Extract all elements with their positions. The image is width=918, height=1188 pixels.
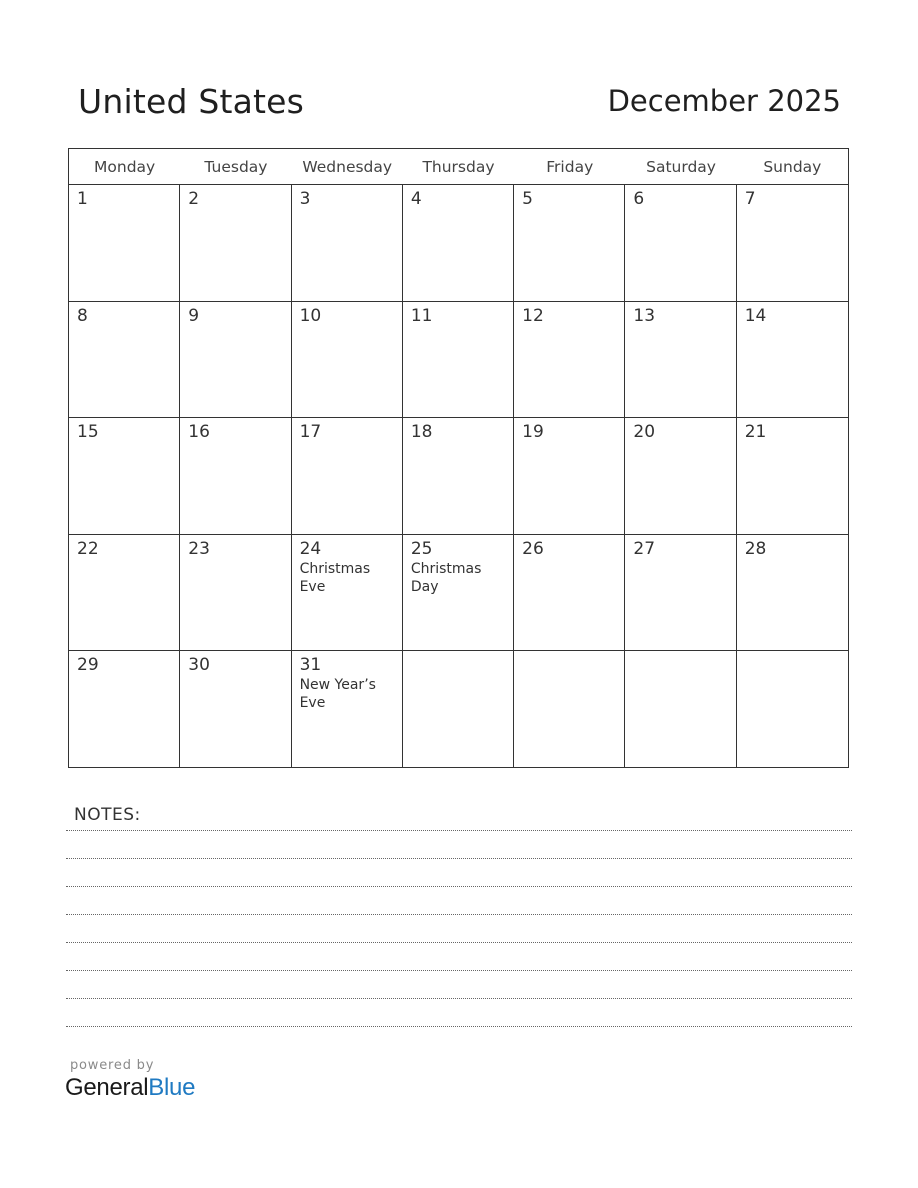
day-cell	[514, 651, 625, 768]
weekday-header-tuesday: Tuesday	[204, 158, 268, 176]
day-number: 13	[633, 305, 656, 326]
day-cell	[514, 418, 625, 535]
day-cell	[403, 185, 514, 302]
day-cell	[69, 651, 180, 768]
day-number: 30	[188, 655, 210, 676]
day-number: 14	[744, 305, 767, 326]
day-cell	[737, 535, 848, 652]
day-grid	[69, 185, 848, 768]
day-cell	[180, 651, 291, 768]
day-number: 1	[77, 189, 88, 209]
brand-logo-blue: Blue	[148, 1074, 196, 1101]
day-cell	[292, 651, 403, 768]
day-number: 8	[77, 305, 88, 326]
notes-label: NOTES:	[74, 805, 141, 825]
page-title-month: December 2025	[607, 84, 841, 118]
day-cell	[69, 302, 180, 419]
day-cell	[514, 535, 625, 652]
notes-line	[66, 886, 852, 887]
day-number: 10	[299, 305, 322, 326]
weekday-header-thursday: Thursday	[422, 158, 495, 176]
brand-logo-general: General	[65, 1074, 149, 1101]
day-cell	[69, 418, 180, 535]
weekday-header-wednesday: Wednesday	[302, 158, 393, 176]
weekday-header-friday: Friday	[546, 158, 594, 176]
day-number: 26	[522, 538, 544, 559]
day-number: 5	[522, 189, 533, 209]
day-cell	[625, 535, 736, 652]
day-cell	[292, 302, 403, 419]
day-cell	[625, 185, 736, 302]
notes-line	[66, 970, 852, 971]
day-cell	[403, 418, 514, 535]
day-cell	[180, 302, 291, 419]
day-number: 16	[188, 422, 210, 443]
day-cell	[514, 185, 625, 302]
day-number: 15	[77, 422, 99, 443]
brand-logo	[65, 1074, 195, 1102]
day-cell	[625, 418, 736, 535]
day-cell	[403, 535, 514, 652]
day-cell	[737, 651, 848, 768]
notes-line	[66, 998, 852, 999]
day-number: 9	[188, 305, 200, 326]
day-number: 31	[299, 655, 322, 676]
notes-line	[66, 858, 852, 859]
day-number: 23	[188, 538, 210, 559]
notes-line	[66, 1026, 852, 1027]
day-cell	[69, 185, 180, 302]
day-number: 2	[188, 189, 200, 209]
powered-by-text: powered by	[70, 1058, 155, 1073]
day-number: 3	[299, 189, 311, 209]
notes-line	[66, 942, 852, 943]
holiday-label: Christmas Day	[410, 560, 482, 595]
day-cell	[292, 418, 403, 535]
day-number: 19	[522, 422, 544, 443]
day-number: 18	[410, 422, 433, 443]
day-cell	[737, 185, 848, 302]
day-cell	[403, 302, 514, 419]
notes-line	[66, 830, 852, 831]
day-number: 6	[633, 189, 645, 209]
day-number: 25	[410, 538, 433, 559]
weekday-header-monday: Monday	[94, 158, 156, 176]
day-number: 29	[77, 655, 99, 676]
day-cell	[180, 418, 291, 535]
calendar-grid	[68, 148, 849, 768]
day-cell	[292, 185, 403, 302]
day-number: 4	[410, 189, 422, 209]
weekday-header-saturday: Saturday	[646, 158, 716, 176]
day-number: 20	[633, 422, 656, 443]
holiday-label: Christmas Eve	[299, 560, 371, 595]
day-cell	[292, 535, 403, 652]
day-number: 11	[410, 305, 433, 326]
day-cell	[737, 302, 848, 419]
weekday-header-row	[69, 149, 848, 185]
day-cell	[69, 535, 180, 652]
day-cell	[737, 418, 848, 535]
day-number: 27	[633, 538, 656, 559]
day-number: 28	[744, 538, 767, 559]
day-number: 12	[522, 305, 544, 326]
day-cell	[403, 651, 514, 768]
day-number: 17	[299, 422, 322, 443]
day-cell	[625, 651, 736, 768]
holiday-label: New Year’s Eve	[299, 677, 376, 712]
notes-line	[66, 914, 852, 915]
day-number: 22	[77, 538, 99, 559]
day-cell	[514, 302, 625, 419]
page-title-country: United States	[78, 82, 305, 121]
day-cell	[625, 302, 736, 419]
day-number: 21	[744, 422, 767, 443]
day-number: 7	[744, 189, 756, 209]
day-cell	[180, 185, 291, 302]
day-number: 24	[299, 538, 322, 559]
day-cell	[180, 535, 291, 652]
weekday-header-sunday: Sunday	[763, 158, 822, 176]
